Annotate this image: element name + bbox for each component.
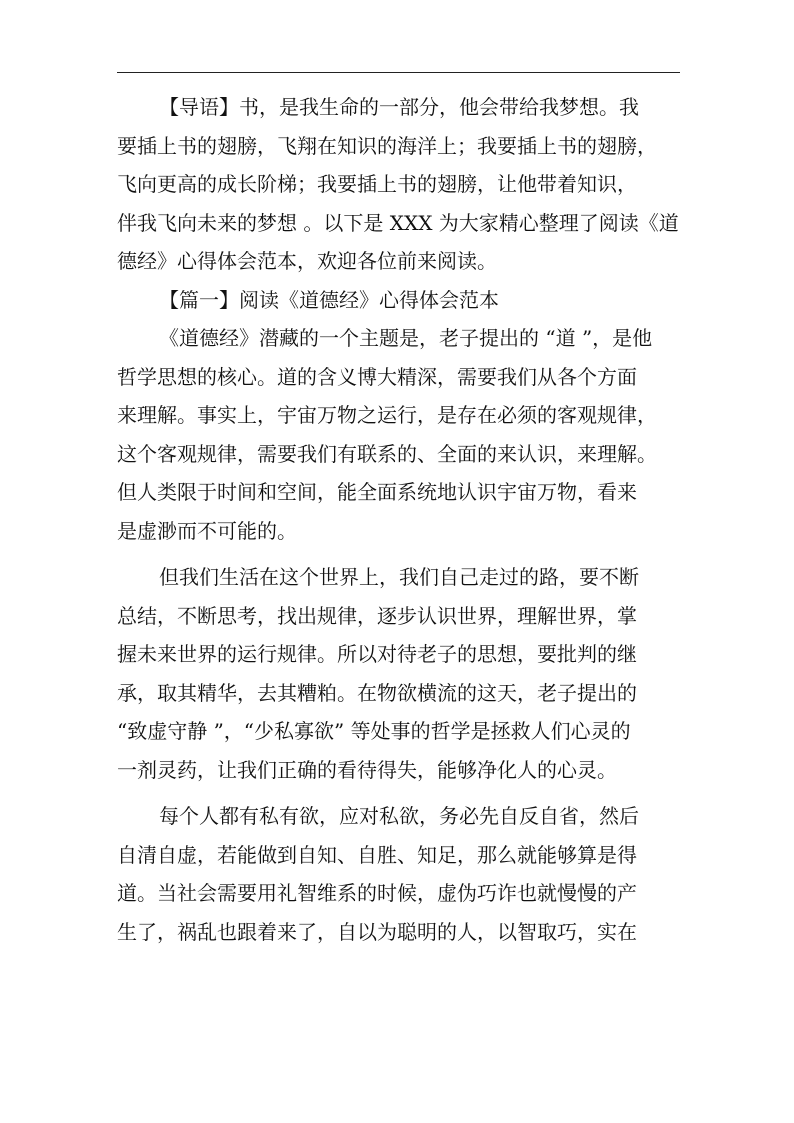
- text-line: 是虚渺而不可能的。: [117, 518, 297, 543]
- text-line: 承，取其精华，去其糟粕。在物欲横流的这天，老子提出的: [117, 680, 637, 705]
- text-line: 这个客观规律，需要我们有联系的、全面的来认识，来理解。: [117, 441, 657, 466]
- text-line: 一剂灵药，让我们正确的看待得失，能够净化人的心灵。: [117, 757, 617, 782]
- text-line: 哲学思想的核心。道的含义博大精深，需要我们从各个方面: [117, 364, 637, 389]
- paragraph-3: [117, 797, 680, 951]
- text-line: 握未来世界的运行规律。所以对待老子的思想，要批判的继: [117, 642, 637, 666]
- text-line: 要插上书的翅膀，飞翔在知识的海洋上；我要插上书的翅膀，: [117, 133, 657, 158]
- intro-paragraph: [117, 88, 680, 281]
- text-line: 伴我飞向未来的梦想 。以下是 XXX 为大家精心整理了阅读《道: [117, 210, 679, 235]
- text-line: 《道德经》潜藏的一个主题是，老子提出的 “道 ”，是他: [159, 326, 653, 350]
- text-line: 每个人都有私有欲，应对私欲，务必先自反自省，然后: [159, 804, 639, 828]
- paragraph-2: [117, 558, 680, 789]
- text-line: 德经》心得体会范本，欢迎各位前来阅读。: [117, 249, 497, 273]
- text-line: “致虚守静 ”，“少私寡欲” 等处事的哲学是拯救人们心灵的: [117, 719, 631, 743]
- text-line: 总结，不断思考，找出规律，逐步认识世界，理解世界，掌: [117, 603, 637, 628]
- text-line: 飞向更高的成长阶梯；我要插上书的翅膀，让他带着知识，: [117, 172, 637, 196]
- text-line: 【导语】书，是我生命的一部分，他会带给我梦想。我: [159, 95, 639, 119]
- paragraph-1: [117, 319, 680, 550]
- document-body: [117, 88, 680, 951]
- text-line: 自清自虚，若能做到自知、自胜、知足，那么就能够算是得: [117, 842, 637, 867]
- paragraph-spacer: [117, 789, 680, 797]
- text-line: 来理解。事实上，宇宙万物之运行，是存在必须的客观规律，: [117, 403, 657, 427]
- text-line: 但人类限于时间和空间，能全面系统地认识宇宙万物，看来: [117, 480, 637, 504]
- paragraph-spacer: [117, 550, 680, 558]
- text-line: 但我们生活在这个世界上，我们自己走过的路，要不断: [159, 565, 639, 589]
- section-title: 【篇一】阅读《道德经》心得体会范本: [159, 287, 499, 312]
- header-rule: [117, 72, 680, 73]
- text-line: 道。当社会需要用礼智维系的时候，虚伪巧诈也就慢慢的产: [117, 881, 637, 905]
- text-line: 生了，祸乱也跟着来了，自以为聪明的人，以智取巧，实在: [117, 919, 637, 944]
